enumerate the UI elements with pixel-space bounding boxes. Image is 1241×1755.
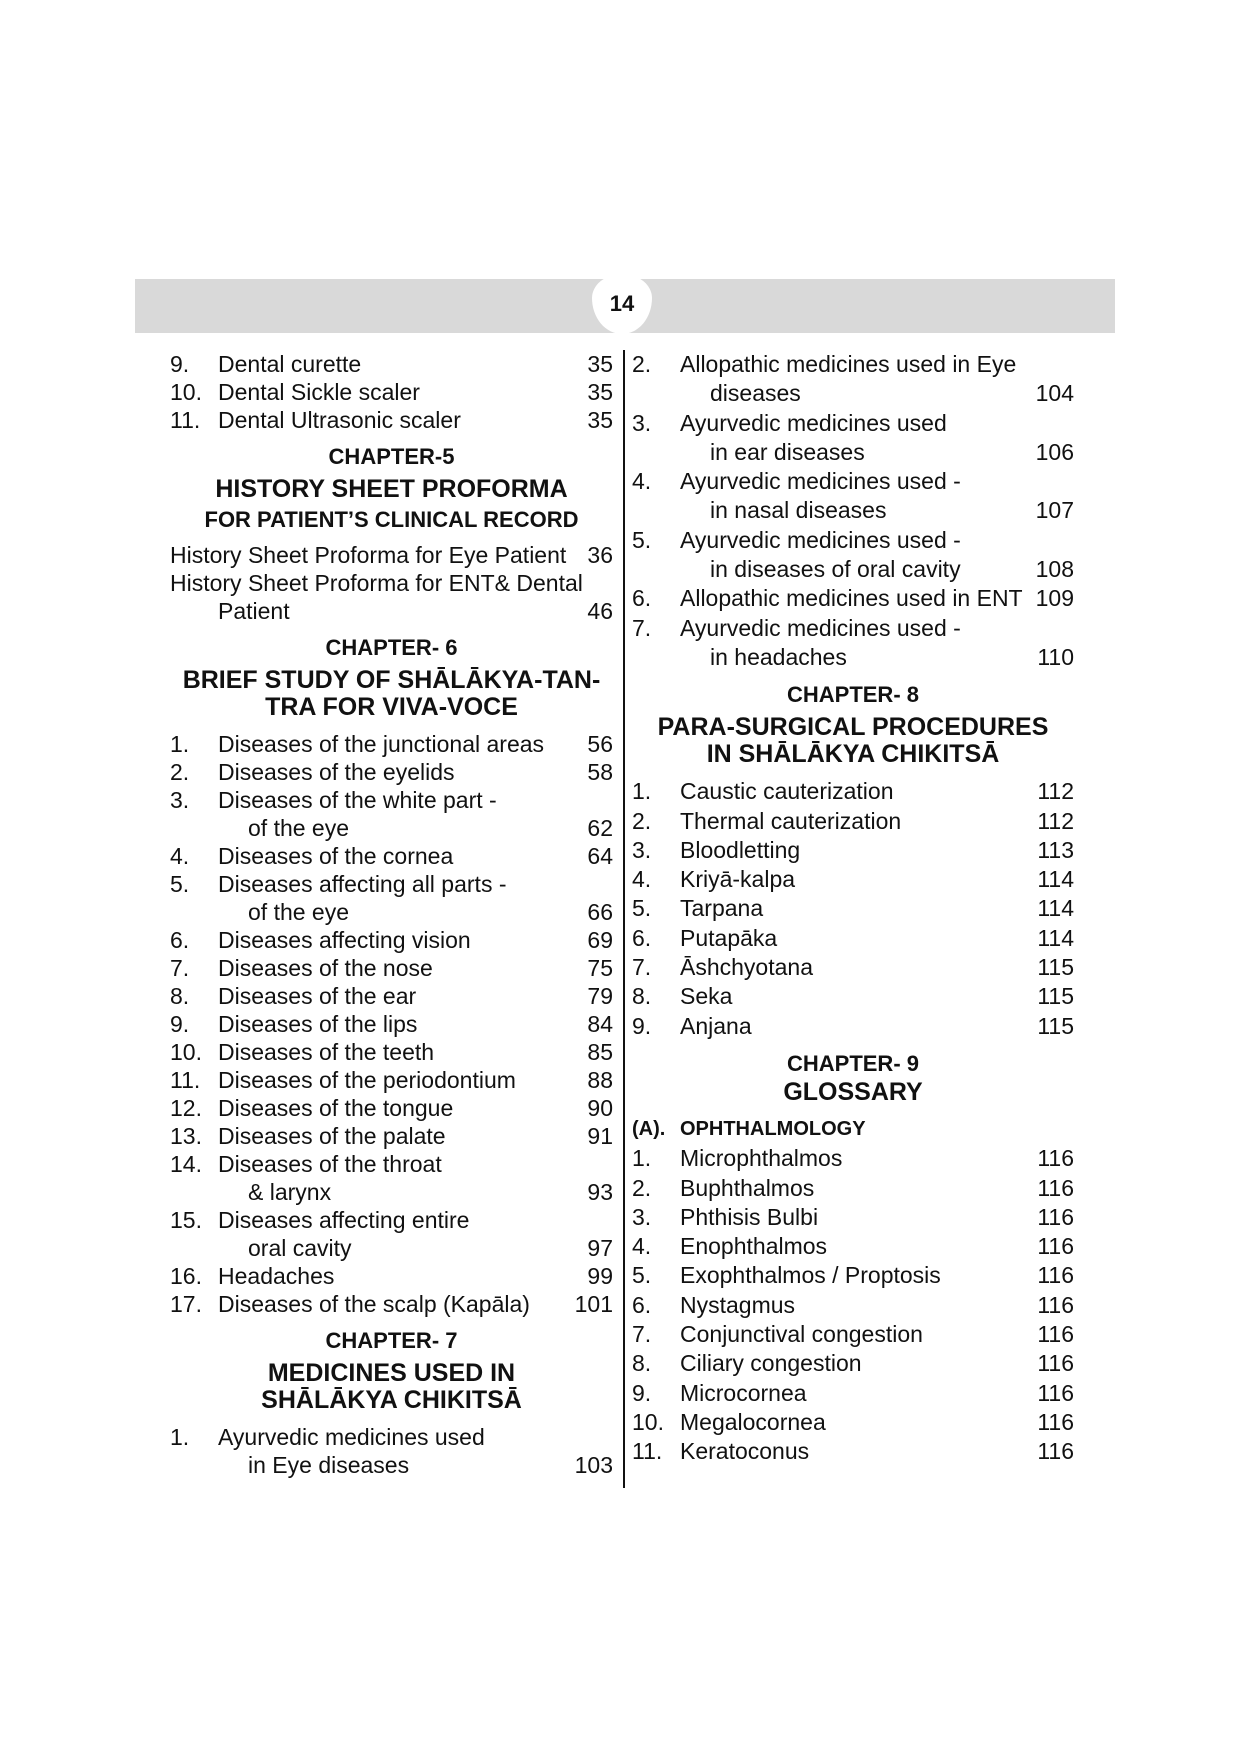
entry-page: 112 (1037, 778, 1074, 805)
entry-number: 5. (170, 871, 190, 897)
entry-page: 104 (1035, 380, 1074, 407)
entry-title: Ayurvedic medicines used (680, 409, 947, 436)
chapter-title: HISTORY SHEET PROFORMA (215, 475, 568, 503)
entry-number: 11. (632, 1438, 663, 1465)
entry-title: Dental Sickle scaler (218, 379, 420, 405)
entry-number: 7. (632, 954, 652, 981)
entry-number: 1. (170, 1424, 190, 1450)
toc-entry[interactable] (632, 1291, 1074, 1320)
entry-number: 2. (170, 759, 190, 785)
entry-title: Seka (680, 983, 733, 1010)
toc-entry[interactable] (632, 953, 1074, 982)
chapter-title: MEDICINES USED IN (267, 1359, 516, 1387)
entry-page: 58 (587, 759, 613, 785)
toc-entry[interactable] (170, 926, 613, 954)
entry-page: 91 (587, 1123, 613, 1149)
chapter-title: IN SHĀLĀKYA CHIKITSĀ (706, 740, 1000, 769)
entry-title: Diseases of the tongue (218, 1095, 454, 1121)
entry-title: Megalocornea (680, 1408, 826, 1435)
entry-page: 115 (1037, 1012, 1074, 1039)
entry-page: 35 (587, 351, 613, 377)
toc-entry[interactable] (170, 569, 613, 597)
toc-entry[interactable] (632, 1144, 1074, 1173)
toc-entry[interactable] (632, 1261, 1074, 1290)
toc-entry[interactable] (170, 758, 613, 786)
entry-title: History Sheet Proforma for ENT& Dental (170, 570, 583, 596)
entry-title-continuation: in Eye diseases (248, 1452, 410, 1478)
entry-title: Diseases of the palate (218, 1123, 446, 1149)
toc-entry[interactable] (170, 982, 613, 1010)
entry-title: Ayurvedic medicines used - (680, 614, 961, 641)
entry-title-continuation: in nasal diseases (710, 497, 887, 524)
entry-page: 114 (1037, 866, 1074, 893)
entry-number: 5. (632, 895, 652, 922)
entry-number: 14. (170, 1151, 202, 1177)
entry-title: History Sheet Proforma for Eye Patient (170, 542, 567, 568)
entry-title: Ayurvedic medicines used - (680, 468, 961, 495)
entry-page: 84 (587, 1011, 613, 1037)
entry-number: 10. (170, 379, 202, 405)
page-number: 14 (609, 291, 635, 316)
toc-entry[interactable] (170, 378, 613, 406)
entry-title-continuation: in ear diseases (710, 438, 865, 465)
entry-number: 3. (170, 787, 190, 813)
toc-entry[interactable] (632, 1174, 1074, 1203)
entry-title: Patient (218, 598, 290, 624)
toc-entry[interactable] (632, 1012, 1074, 1041)
toc-entry[interactable] (170, 786, 613, 814)
chapter-title: PARA-SURGICAL PROCEDURES (657, 713, 1049, 742)
chapter-label: CHAPTER- 7 (325, 1328, 458, 1353)
entry-title-continuation: in headaches (710, 643, 847, 670)
toc-entry[interactable] (632, 584, 1074, 613)
chapter-9-list (632, 1144, 1074, 1466)
chapter-title: BRIEF STUDY OF SHĀLĀKYA-TAN- (182, 666, 601, 694)
entry-page: 85 (587, 1039, 613, 1065)
entry-number: 8. (170, 983, 190, 1009)
toc-entry[interactable] (632, 526, 1074, 555)
entry-number: 7. (632, 1321, 652, 1348)
entry-number: 11. (170, 407, 201, 433)
entry-title: Dental Ultrasonic scaler (218, 407, 461, 433)
chapter-label: CHAPTER-5 (328, 444, 455, 469)
entry-title-continuation: in diseases of oral cavity (710, 556, 961, 583)
entry-page: 93 (587, 1179, 613, 1205)
entry-page: 114 (1037, 895, 1074, 922)
entry-page: 114 (1037, 924, 1074, 951)
toc-entry[interactable] (170, 1122, 613, 1150)
chapter-title: GLOSSARY (783, 1077, 923, 1106)
entry-number: 2. (632, 1174, 652, 1201)
entry-title: Diseases of the ear (218, 983, 417, 1009)
toc-entry[interactable] (170, 1423, 613, 1451)
toc-entry[interactable] (170, 1262, 613, 1290)
entry-title: Buphthalmos (680, 1174, 815, 1201)
toc-entry[interactable] (632, 836, 1074, 865)
entry-page: 115 (1037, 983, 1074, 1010)
entry-number: 9. (632, 1012, 652, 1039)
entry-number: 2. (632, 807, 652, 834)
toc-entry[interactable] (632, 1349, 1074, 1378)
entry-title-continuation: & larynx (248, 1179, 332, 1205)
entry-title-continuation: of the eye (248, 815, 350, 841)
entry-title: Dental curette (218, 351, 362, 377)
entry-title: Conjunctival congestion (680, 1321, 923, 1348)
toc-entry[interactable] (632, 1203, 1074, 1232)
entry-number: 10. (632, 1408, 664, 1435)
entry-title: Diseases affecting vision (218, 927, 471, 953)
entry-page: 97 (587, 1235, 613, 1261)
entry-page: 116 (1037, 1174, 1074, 1201)
entry-page: 90 (587, 1095, 613, 1121)
entry-page: 35 (587, 407, 613, 433)
toc-entry-continuation (170, 1234, 613, 1262)
entry-page: 116 (1037, 1203, 1074, 1230)
toc-entry[interactable] (632, 865, 1074, 894)
toc-entry[interactable] (632, 894, 1074, 923)
section-number: (A). (632, 1117, 666, 1140)
toc-entry[interactable] (632, 1232, 1074, 1261)
chapter-7-list (170, 1423, 613, 1479)
toc-entry[interactable] (170, 1290, 613, 1318)
toc-entry-continuation (632, 438, 1074, 467)
entry-number: 7. (170, 955, 190, 981)
left-column (170, 350, 613, 1479)
entry-title: Ayurvedic medicines used (218, 1424, 485, 1450)
toc-entry[interactable] (632, 350, 1074, 379)
entry-number: 6. (170, 927, 190, 953)
entry-title: Ciliary congestion (680, 1350, 862, 1377)
entry-title: Kriyā-kalpa (680, 866, 796, 893)
entry-number: 12. (170, 1095, 202, 1121)
entry-number: 1. (632, 778, 652, 805)
toc-entry-continuation (170, 1451, 613, 1479)
entry-title: Diseases of the nose (218, 955, 433, 981)
entry-number: 4. (632, 1233, 652, 1260)
entry-title: Allopathic medicines used in Eye (680, 351, 1017, 377)
chapter-8-list (632, 777, 1074, 1041)
entry-title: Exophthalmos / Proptosis (680, 1262, 941, 1289)
entry-title: Diseases of the scalp (Kapāla) (218, 1291, 530, 1317)
section-heading (632, 1115, 1074, 1144)
toc-entry-continuation (632, 496, 1074, 525)
chapter-title: TRA FOR VIVA-VOCE (265, 693, 518, 721)
entry-title: Microphthalmos (680, 1145, 843, 1172)
entry-title-continuation: of the eye (248, 899, 350, 925)
toc-entry[interactable] (170, 1066, 613, 1094)
toc-entry[interactable] (170, 1206, 613, 1234)
entry-number: 4. (632, 866, 652, 893)
toc-entry[interactable] (170, 350, 613, 378)
entry-number: 5. (632, 526, 652, 553)
entry-number: 5. (632, 1262, 652, 1289)
toc-entry-continuation (632, 555, 1074, 584)
toc-entry[interactable] (632, 777, 1074, 806)
entry-number: 16. (170, 1263, 202, 1289)
entry-page: 116 (1037, 1291, 1074, 1318)
entry-title: Diseases of the cornea (218, 843, 454, 869)
toc-entry[interactable] (632, 614, 1074, 643)
entry-title: Putapāka (680, 924, 778, 951)
entry-number: 8. (632, 983, 652, 1010)
column-divider (623, 350, 625, 1488)
entry-page: 88 (587, 1067, 613, 1093)
entry-number: 4. (632, 468, 652, 495)
entry-number: 2. (632, 351, 652, 377)
entry-title: Diseases of the teeth (218, 1039, 435, 1065)
toc-entry[interactable] (170, 954, 613, 982)
entry-title: Tarpana (680, 895, 764, 922)
entry-number: 8. (632, 1350, 652, 1377)
toc-entry[interactable] (170, 870, 613, 898)
entry-number: 11. (170, 1067, 201, 1093)
entry-page: 108 (1035, 556, 1074, 583)
chapter-6-list (170, 730, 613, 1318)
entry-title: Allopathic medicines used in ENT (680, 585, 1023, 612)
toc-entry-continuation (632, 379, 1074, 408)
entry-number: 6. (632, 924, 652, 951)
right-column (632, 350, 1074, 1467)
entry-page: 116 (1037, 1233, 1074, 1260)
entry-page: 116 (1037, 1408, 1074, 1435)
entry-title: Phthisis Bulbi (680, 1203, 819, 1230)
entry-page: 113 (1037, 836, 1074, 863)
entry-page: 101 (574, 1291, 613, 1317)
toc-entry[interactable] (632, 1320, 1074, 1349)
entry-page: 116 (1037, 1262, 1074, 1289)
entry-number: 9. (170, 1011, 190, 1037)
toc-entry[interactable] (632, 924, 1074, 953)
entry-page: 62 (587, 815, 613, 841)
entry-number: 10. (170, 1039, 202, 1065)
entry-page: 79 (587, 983, 613, 1009)
entry-title-continuation: oral cavity (248, 1235, 352, 1261)
entry-title: Diseases of the white part - (218, 787, 497, 813)
toc-entry[interactable] (170, 406, 613, 434)
entry-number: 6. (632, 1291, 652, 1318)
entry-page: 103 (574, 1452, 613, 1478)
entry-title: Enophthalmos (680, 1233, 828, 1260)
entry-page: 112 (1037, 807, 1074, 834)
entry-page: 56 (587, 731, 613, 757)
toc-entry[interactable] (170, 541, 613, 569)
entry-number: 1. (170, 731, 190, 757)
entry-title: Diseases affecting all parts - (218, 871, 507, 897)
entry-number: 17. (170, 1291, 202, 1317)
entry-page: 36 (587, 542, 613, 568)
entry-title: Diseases of the junctional areas (218, 731, 545, 757)
entry-page: 99 (587, 1263, 613, 1289)
toc-entry[interactable] (632, 1408, 1074, 1437)
toc-entry-continuation (632, 643, 1074, 672)
chapter-7-list-continued (632, 350, 1074, 672)
toc-entry[interactable] (170, 1094, 613, 1122)
entry-title: Keratoconus (680, 1438, 810, 1465)
entry-page: 109 (1035, 585, 1074, 612)
entry-number: 1. (632, 1145, 652, 1172)
entry-page: 107 (1035, 497, 1074, 524)
chapter-title: SHĀLĀKYA CHIKITSĀ (261, 1386, 522, 1414)
toc-entry[interactable] (632, 1379, 1074, 1408)
toc-entry[interactable] (632, 982, 1074, 1011)
entry-page: 116 (1037, 1145, 1074, 1172)
entry-page: 116 (1037, 1321, 1074, 1348)
toc-entry-continuation (170, 1178, 613, 1206)
entry-page: 35 (587, 379, 613, 405)
entry-title: Headaches (218, 1263, 335, 1289)
toc-entry-continuation (170, 597, 613, 625)
toc-entry[interactable] (632, 409, 1074, 438)
toc-entry[interactable] (170, 842, 613, 870)
entry-title: Diseases of the eyelids (218, 759, 455, 785)
entry-title: Diseases of the lips (218, 1011, 418, 1037)
entry-page: 66 (587, 899, 613, 925)
toc-entry[interactable] (170, 730, 613, 758)
entry-page: 75 (587, 955, 613, 981)
entry-number: 13. (170, 1123, 202, 1149)
entry-page: 116 (1037, 1438, 1074, 1465)
entry-number: 3. (632, 409, 652, 436)
toc-entry[interactable] (632, 1437, 1074, 1466)
entry-title-continuation: diseases (710, 380, 801, 407)
entry-title: Āshchyotana (680, 954, 813, 981)
entry-number: 3. (632, 1203, 652, 1230)
chapter-subtitle: FOR PATIENT’S CLINICAL RECORD (204, 507, 579, 532)
entry-title: Nystagmus (680, 1291, 796, 1318)
section-title: OPHTHALMOLOGY (680, 1117, 866, 1140)
entry-title: Microcornea (680, 1379, 807, 1406)
entry-number: 7. (632, 614, 652, 641)
entry-title: Ayurvedic medicines used - (680, 526, 961, 553)
entry-number: 4. (170, 843, 190, 869)
entry-title: Diseases of the periodontium (218, 1067, 516, 1093)
entry-number: 9. (170, 351, 190, 377)
toc-entry[interactable] (170, 1150, 613, 1178)
chapter-label: CHAPTER- 6 (325, 635, 458, 660)
toc-entry[interactable] (632, 467, 1074, 496)
entry-title: Caustic cauterization (680, 778, 894, 805)
entry-title: Thermal cauterization (680, 807, 902, 834)
toc-entry[interactable] (632, 807, 1074, 836)
toc-entry[interactable] (170, 1010, 613, 1038)
entry-page: 46 (587, 598, 613, 624)
toc-entry-continuation (170, 898, 613, 926)
entry-title: Diseases affecting entire (218, 1207, 470, 1233)
entry-page: 110 (1037, 643, 1074, 670)
entry-title: Anjana (680, 1012, 752, 1039)
entry-title: Bloodletting (680, 836, 801, 863)
chapter-label: CHAPTER- 8 (786, 682, 919, 708)
entry-number: 9. (632, 1379, 652, 1406)
toc-entry-continuation (170, 814, 613, 842)
entry-number: 15. (170, 1207, 202, 1233)
toc-entry[interactable] (170, 1038, 613, 1066)
entry-title: Diseases of the throat (218, 1151, 442, 1177)
entry-number: 3. (632, 836, 652, 863)
entry-page: 106 (1035, 438, 1074, 465)
entry-page: 115 (1037, 954, 1074, 981)
entry-page: 64 (587, 843, 613, 869)
chapter-label: CHAPTER- 9 (786, 1050, 919, 1076)
entry-page: 116 (1037, 1350, 1074, 1377)
entry-page: 69 (587, 927, 613, 953)
entry-number: 6. (632, 585, 652, 612)
entry-page: 116 (1037, 1379, 1074, 1406)
